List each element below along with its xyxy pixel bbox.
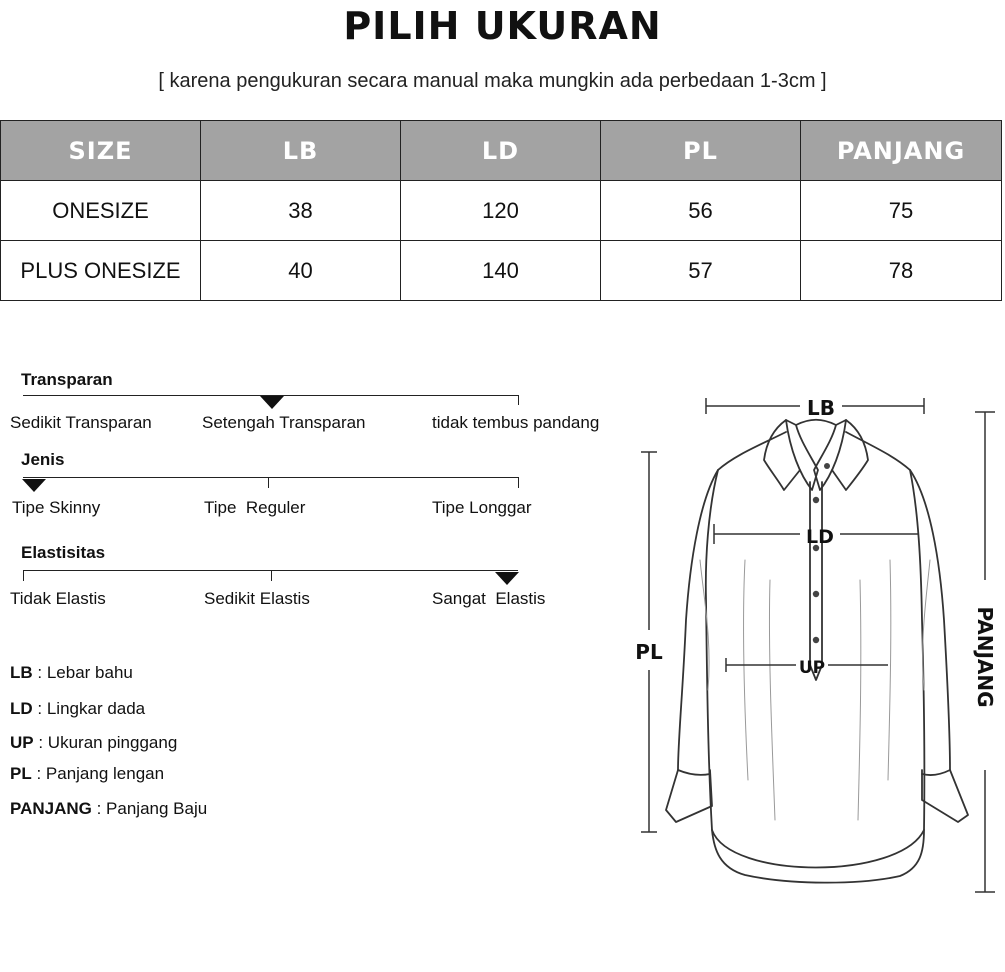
cell-panjang: 78 — [801, 241, 1002, 301]
legend-abbr: UP — [10, 733, 34, 752]
scale-title-jenis: Jenis — [21, 450, 65, 469]
scale-tick — [518, 477, 519, 488]
measurement-note: [ karena pengukuran secara manual maka mungkin ada perbedaan 1-3cm ] — [158, 70, 827, 92]
scale-label: Sedikit Transparan — [10, 413, 152, 432]
scale-label: Tipe Longgar — [432, 498, 532, 517]
scale-title-transparan: Transparan — [21, 370, 113, 389]
scale-marker-elastisitas — [495, 572, 519, 585]
legend-desc: Panjang lengan — [45, 764, 165, 783]
legend-desc: Ukuran pinggang — [47, 733, 178, 752]
shirt-diagram — [630, 385, 1002, 895]
scale-label: Tidak Elastis — [10, 589, 106, 608]
header-size: SIZE — [1, 121, 201, 181]
legend-abbr: PANJANG — [10, 799, 92, 818]
scale-label: tidak tembus pandang — [432, 413, 600, 432]
diagram-label-up: UP — [798, 658, 826, 678]
diagram-label-pl: PL — [635, 640, 663, 664]
cell-ld: 120 — [401, 181, 601, 241]
legend-desc: Lebar bahu — [46, 663, 133, 682]
legend-sep: : — [32, 699, 47, 718]
cell-pl: 56 — [601, 181, 801, 241]
cell-size: ONESIZE — [1, 181, 201, 241]
cell-panjang: 75 — [801, 181, 1002, 241]
scale-label: Sedikit Elastis — [204, 589, 310, 608]
collar — [786, 420, 818, 490]
cell-size: PLUS ONESIZE — [1, 241, 201, 301]
cell-ld: 140 — [401, 241, 601, 301]
legend-desc: Panjang Baju — [106, 799, 208, 818]
cell-lb: 40 — [201, 241, 401, 301]
scale-marker-jenis — [22, 479, 46, 492]
legend-item-lb — [10, 663, 133, 683]
legend-sep: : — [31, 764, 46, 783]
legend-item-panjang — [10, 799, 207, 819]
legend-abbr: LB — [10, 663, 33, 682]
table-row — [1, 181, 1002, 241]
table-row — [1, 241, 1002, 301]
scale-marker-transparan — [260, 396, 284, 409]
header-lb: LB — [201, 121, 401, 181]
diagram-label-panjang: PANJANG — [973, 606, 997, 708]
diagram-label-lb: LB — [807, 396, 835, 420]
cell-pl: 57 — [601, 241, 801, 301]
left-sleeve — [666, 470, 718, 822]
page-title: PILIH UKURAN — [343, 4, 662, 48]
cell-lb: 38 — [201, 181, 401, 241]
placket — [810, 482, 822, 680]
legend-sep: : — [33, 733, 48, 752]
scale-tick — [518, 395, 519, 405]
scale-tick — [268, 477, 269, 488]
legend-item-pl — [10, 764, 164, 784]
scale-line-jenis — [23, 477, 518, 478]
legend-abbr: LD — [10, 699, 33, 718]
legend-desc: Lingkar dada — [46, 699, 146, 718]
scale-tick — [271, 570, 272, 581]
header-ld: LD — [401, 121, 601, 181]
legend-sep: : — [32, 663, 47, 682]
scale-label: Setengah Transparan — [202, 413, 366, 432]
scale-label: Tipe Skinny — [12, 498, 101, 517]
header-panjang: PANJANG — [801, 121, 1002, 181]
right-sleeve — [910, 470, 968, 822]
legend-sep: : — [91, 799, 107, 818]
diagram-label-ld: LD — [806, 526, 834, 548]
legend-item-ld — [10, 699, 145, 719]
header-pl: PL — [601, 121, 801, 181]
table-header-row — [1, 121, 1002, 181]
legend-item-up — [10, 733, 177, 753]
size-table — [0, 120, 1002, 301]
scale-tick — [23, 570, 24, 581]
scale-label: Sangat Elastis — [432, 589, 546, 608]
legend-abbr: PL — [10, 764, 32, 783]
scale-title-elastisitas: Elastisitas — [21, 543, 106, 562]
scale-label: Tipe Reguler — [204, 498, 306, 517]
